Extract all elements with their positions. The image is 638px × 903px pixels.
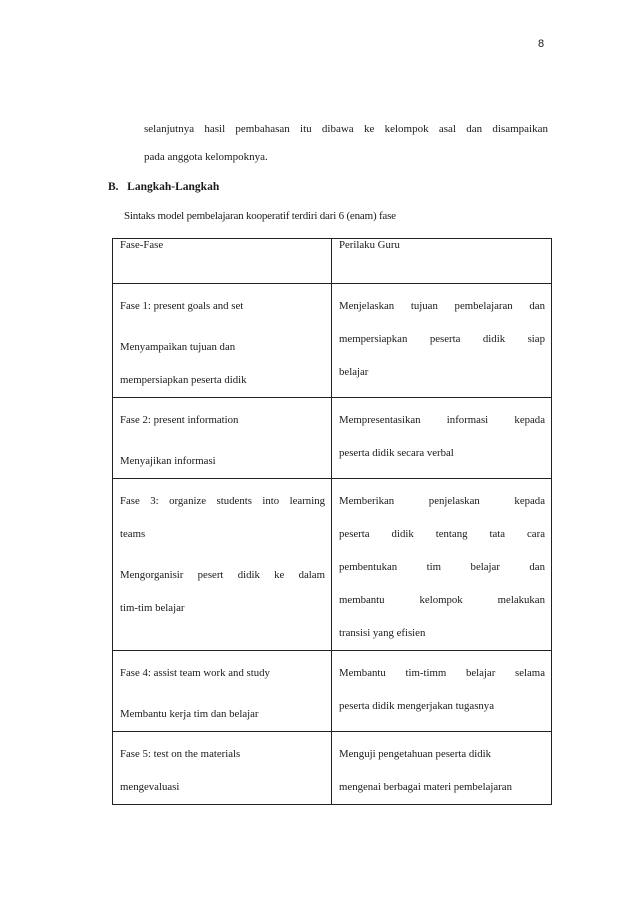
behavior-text-line: membantu kelompok melakukan (339, 594, 545, 606)
behavior-text-line: Memberikan penjelaskan kepada (339, 495, 545, 507)
behavior-text-line: transisi yang efisien (339, 627, 426, 639)
table-row (113, 651, 552, 732)
behavior-text-line: mempersiapkan peserta didik siap (339, 333, 545, 345)
behavior-text-line: peserta didik tentang tata cara (339, 528, 545, 540)
behavior-cell (332, 398, 552, 479)
phase-text-line: Menyampaikan tujuan dan (120, 341, 236, 353)
phase-text-line (120, 551, 325, 559)
table-row (113, 732, 552, 805)
phase-text-line: tim-tim belajar (120, 602, 185, 614)
behavior-text-line: pembentukan tim belajar dan (339, 561, 545, 573)
behavior-text-line: mengenai berbagai materi pembelajaran (339, 781, 512, 793)
section-heading (108, 181, 219, 193)
table-row (113, 284, 552, 398)
table-row (113, 398, 552, 479)
phase-text-line (120, 690, 325, 698)
paragraph-line-2: pada anggota kelompoknya. (144, 151, 268, 163)
behavior-text-line: Menjelaskan tujuan pembelajaran dan (339, 300, 545, 312)
syntax-table (112, 238, 552, 805)
phase-text-line (120, 323, 325, 331)
behavior-cell (332, 732, 552, 805)
phase-text-line: Fase 4: assist team work and study (120, 667, 270, 679)
header-phases: Fase-Fase (113, 239, 332, 284)
section-label: B. (108, 181, 119, 193)
header-teacher-behavior: Perilaku Guru (332, 239, 552, 284)
phase-text-line: Membantu kerja tim dan belajar (120, 708, 259, 720)
phase-cell (113, 398, 332, 479)
section-title: Langkah-Langkah (127, 181, 220, 193)
phase-cell (113, 732, 332, 805)
phase-cell (113, 479, 332, 651)
phase-text-line: Fase 5: test on the materials (120, 748, 241, 760)
behavior-cell (332, 651, 552, 732)
phase-text-line: Fase 2: present information (120, 414, 239, 426)
table-row (113, 479, 552, 651)
paragraph-line-1: selanjutnya hasil pembahasan itu dibawa ke kelompok asal dan disampaikan (144, 123, 548, 135)
phase-cell (113, 651, 332, 732)
phase-text-line: Mengorganisir pesert didik ke dalam (120, 569, 325, 581)
behavior-text-line: peserta didik mengerjakan tugasnya (339, 700, 494, 712)
phase-text-line: mengevaluasi (120, 781, 180, 793)
phase-text-line: teams (120, 528, 146, 540)
behavior-text-line: belajar (339, 366, 369, 378)
behavior-text-line: peserta didik secara verbal (339, 447, 454, 459)
phase-text-line: Fase 1: present goals and set (120, 300, 244, 312)
behavior-cell (332, 284, 552, 398)
phase-text-line: Fase 3: organize students into learning (120, 495, 325, 507)
section-intro: Sintaks model pembelajaran kooperatif terdiri dari 6 (enam) fase (124, 210, 396, 222)
page-number: 8 (538, 38, 545, 50)
phase-text-line: mempersiapkan peserta didik (120, 374, 247, 386)
behavior-text-line: Mempresentasikan informasi kepada (339, 414, 545, 426)
behavior-text-line: Menguji pengetahuan peserta didik (339, 748, 492, 760)
table-header-row (113, 239, 552, 284)
phase-text-line (120, 437, 325, 445)
behavior-cell (332, 479, 552, 651)
phase-cell (113, 284, 332, 398)
phase-text-line: Menyajikan informasi (120, 455, 216, 467)
behavior-text-line: Membantu tim-timm belajar selama (339, 667, 545, 679)
